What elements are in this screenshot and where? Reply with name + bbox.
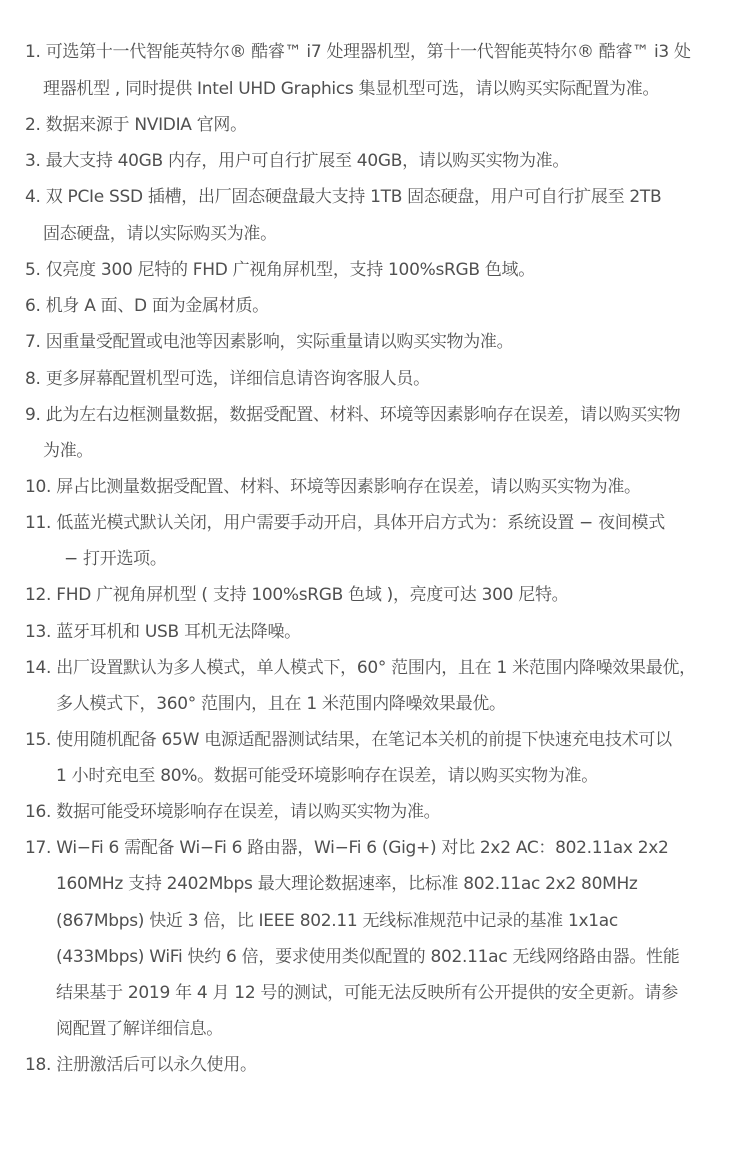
note-18-line-1: 18. 注册激活后可以永久使用。 [25,1055,257,1075]
note-10-line-1: 10. 屏占比测量数据受配置、材料、环境等因素影响存在误差，请以购买实物为准。 [25,477,641,497]
note-12-line-1: 12. FHD 广视角屏机型 ( 支持 100%sRGB 色域 )，亮度可达 300 尼特。 [25,585,569,605]
note-14-line-1: 14. 出厂设置默认为多人模式，单人模式下，60° 范围内，且在 1 米范围内降噪效果最优， [25,658,696,678]
note-6-line-1: 6. 机身 A 面、D 面为金属材质。 [25,296,269,316]
note-8-line-1: 8. 更多屏幕配置机型可选，详细信息请咨询客服人员。 [25,369,430,389]
note-17-line-2: 160MHz 支持 2402Mbps 最大理论数据速率，比标准 802.11ac 2x2 80MHz [56,874,638,894]
note-1-line-2: 理器机型 , 同时提供 Intel UHD Graphics 集显机型可选，请以购买实际配置为准。 [43,79,660,99]
note-13-line-1: 13. 蓝牙耳机和 USB 耳机无法降噪。 [25,622,301,642]
note-17-line-3: (867Mbps) 快近 3 倍，比 IEEE 802.11 无线标准规范中记录的基准 1x1ac [56,911,618,931]
note-9-line-1: 9. 此为左右边框测量数据，数据受配置、材料、环境等因素影响存在误差，请以购买实物 [25,405,681,425]
note-3-line-1: 3. 最大支持 40GB 内存，用户可自行扩展至 40GB，请以购买实物为准。 [25,151,570,171]
note-15-line-1: 15. 使用随机配备 65W 电源适配器测试结果，在笔记本关机的前提下快速充电技术可以 [25,730,672,750]
note-4-line-1: 4. 双 PCIe SSD 插槽，出厂固态硬盘最大支持 1TB 固态硬盘，用户可自行扩展至 2TB [25,187,662,207]
note-1-line-1: 1. 可选第十一代智能英特尔® 酷睿™ i7 处理器机型，第十一代智能英特尔® 酷睿™ i3 处 [25,42,691,62]
note-17-line-1: 17. Wi−Fi 6 需配备 Wi−Fi 6 路由器，Wi−Fi 6 (Gig+) 对比 2x2 AC：802.11ax 2x2 [25,838,669,858]
note-4-line-2: 固态硬盘，请以实际购买为准。 [43,224,277,244]
note-14-line-2: 多人模式下，360° 范围内，且在 1 米范围内降噪效果最优。 [56,694,506,714]
note-16-line-1: 16. 数据可能受环境影响存在误差，请以购买实物为准。 [25,802,441,822]
note-17-line-4: (433Mbps) WiFi 快约 6 倍，要求使用类似配置的 802.11ac 无线网络路由器。性能 [56,947,680,967]
note-17-line-6: 阅配置了解详细信息。 [56,1019,223,1039]
note-11-line-2: − 打开选项。 [64,549,167,569]
note-5-line-1: 5. 仅亮度 300 尼特的 FHD 广视角屏机型，支持 100%sRGB 色域。 [25,260,535,280]
note-11-line-1: 11. 低蓝光模式默认关闭，用户需要手动开启，具体开启方式为：系统设置 − 夜间模式 [25,513,665,533]
note-15-line-2: 1 小时充电至 80%。数据可能受环境影响存在误差，请以购买实物为准。 [56,766,598,786]
note-7-line-1: 7. 因重量受配置或电池等因素影响，实际重量请以购买实物为准。 [25,332,514,352]
note-2-line-1: 2. 数据来源于 NVIDIA 官网。 [25,115,247,135]
note-17-line-5: 结果基于 2019 年 4 月 12 号的测试，可能无法反映所有公开提供的安全更新。请参 [56,983,678,1003]
note-9-line-2: 为准。 [43,441,94,461]
